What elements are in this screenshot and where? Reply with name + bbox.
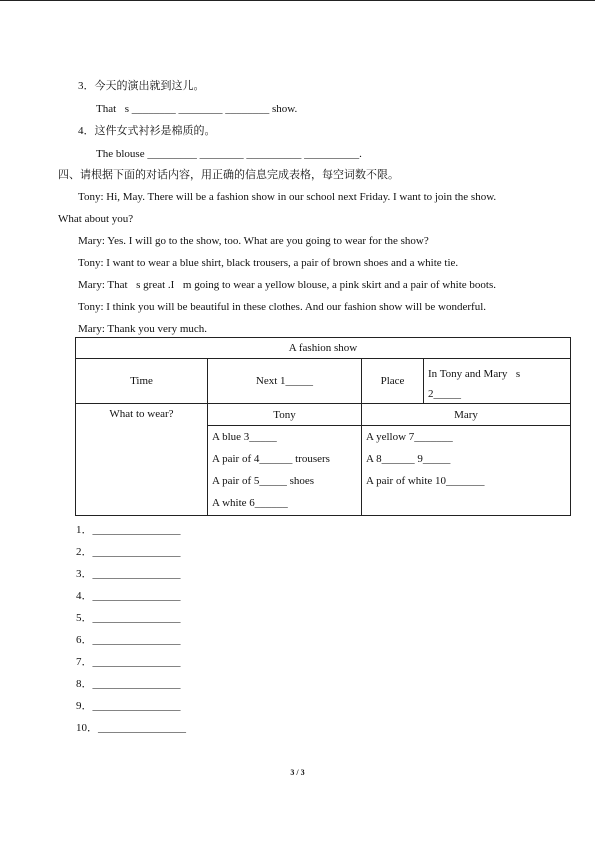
top-rule bbox=[0, 0, 595, 1]
answer-line: 1．________________ bbox=[76, 524, 181, 536]
section-4-title: 四、请根据下面的对话内容，用正确的信息完成表格，每空词数不限。 bbox=[58, 169, 399, 181]
dialogue-line: What about you? bbox=[58, 213, 134, 225]
dialogue-line: Mary: Thank you very much. bbox=[78, 323, 208, 335]
mary-item: A yellow 7_______ bbox=[366, 431, 453, 443]
question-3-label: 3．今天的演出就到这儿。 bbox=[78, 80, 205, 92]
mary-items bbox=[362, 426, 571, 516]
fashion-show-table bbox=[75, 337, 571, 516]
question-4-label: 4．这件女式衬衫是棉质的。 bbox=[78, 125, 216, 137]
mary-item: A 8______ 9_____ bbox=[366, 453, 451, 465]
place-label: Place bbox=[362, 359, 424, 404]
dialogue-line: Tony: I want to wear a blue shirt, black trousers, a pair of brown shoes and a white tie. bbox=[78, 257, 459, 269]
tony-item: A pair of 5_____ shoes bbox=[212, 475, 315, 487]
answer-line: 8．________________ bbox=[76, 678, 181, 690]
tony-item: A pair of 4______ trousers bbox=[212, 453, 330, 465]
answer-line: 10．________________ bbox=[76, 722, 186, 734]
place-value-line1: In Tony and Mary s bbox=[428, 368, 521, 380]
answer-line: 3．________________ bbox=[76, 568, 181, 580]
dialogue-line: Mary: That s great .I m going to wear a yellow blouse, a pink skirt and a pair of white boots. bbox=[78, 279, 497, 291]
time-value: Next 1_____ bbox=[208, 359, 362, 404]
place-value-line2: 2_____ bbox=[428, 388, 461, 400]
dialogue-line: Mary: Yes. I will go to the show, too. What are you going to wear for the show? bbox=[78, 235, 429, 247]
question-4-answer-line: The blouse _________ ________ __________ __________. bbox=[96, 148, 362, 160]
mary-header: Mary bbox=[362, 404, 571, 426]
mary-item: A pair of white 10_______ bbox=[366, 475, 485, 487]
wear-label: What to wear? bbox=[76, 404, 208, 516]
answer-line: 2．________________ bbox=[76, 546, 181, 558]
table-title: A fashion show bbox=[76, 338, 571, 359]
tony-items bbox=[208, 426, 362, 516]
tony-header: Tony bbox=[208, 404, 362, 426]
tony-item: A white 6______ bbox=[212, 497, 288, 509]
answer-line: 4．________________ bbox=[76, 590, 181, 602]
answer-line: 5．________________ bbox=[76, 612, 181, 624]
question-3-answer-line: That s ________ ________ ________ show. bbox=[96, 103, 298, 115]
answer-line: 6．________________ bbox=[76, 634, 181, 646]
dialogue-line: Tony: I think you will be beautiful in these clothes. And our fashion show will be wonderful. bbox=[78, 301, 486, 313]
place-value bbox=[424, 359, 571, 404]
time-label: Time bbox=[76, 359, 208, 404]
tony-item: A blue 3_____ bbox=[212, 431, 277, 443]
dialogue-line: Tony: Hi, May. There will be a fashion show in our school next Friday. I want to join the show. bbox=[78, 191, 497, 203]
answer-line: 7．________________ bbox=[76, 656, 181, 668]
page-number: 3 / 3 bbox=[290, 768, 305, 777]
answer-line: 9．________________ bbox=[76, 700, 181, 712]
